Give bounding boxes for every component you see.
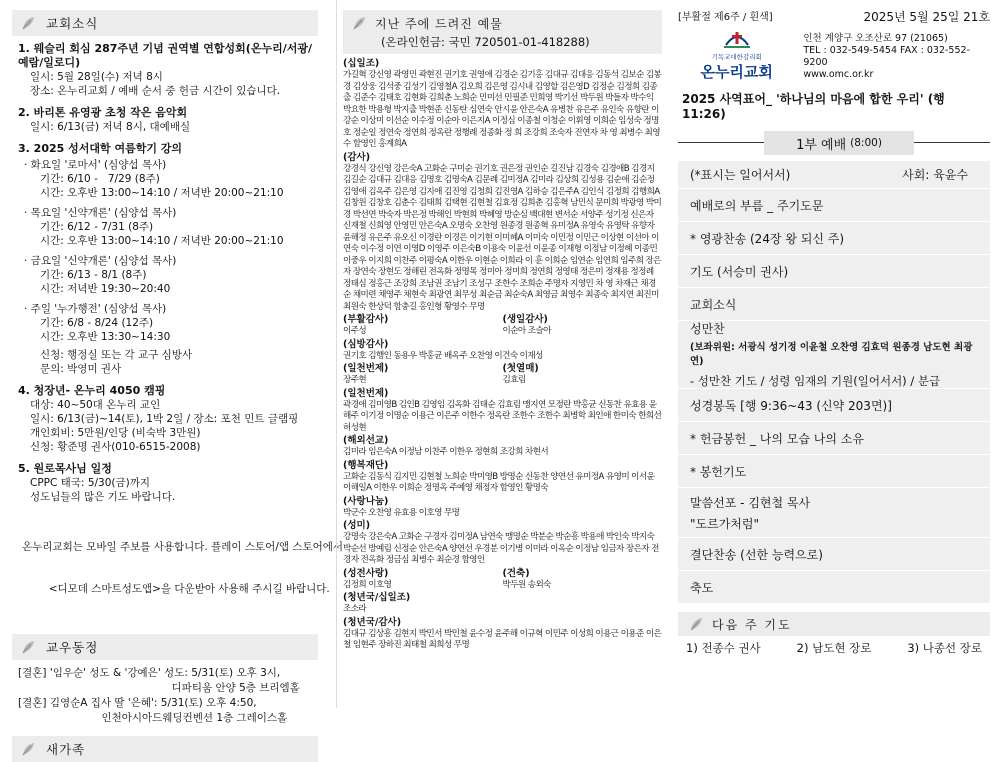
church-logo: [678, 29, 795, 82]
prayer-leader: 3) 나종선 장로: [907, 641, 982, 655]
news-item-1: [18, 42, 318, 98]
offering-names: 박군수 오찬영 유효용 이호영 무명: [343, 507, 460, 518]
offering-category: (감사): [343, 151, 371, 163]
order-item: 성경봉독 [행 9:36~43 (신약 203면)]: [678, 389, 990, 422]
order-item: * 영광찬송 (24장 왕 되신 주): [678, 222, 990, 255]
service-title-box: [764, 131, 914, 155]
church-address: [795, 29, 990, 82]
course-line: 기간: 6/8 - 8/24 (12주): [40, 317, 154, 329]
worship-order: [678, 161, 990, 604]
denomination: 기독교대한감리회: [711, 53, 762, 61]
offering-names: 강경식 강신영 강은숙A 고화순 구미순 권기호 권은정 권인순 길진남 김경숙 김경애B 김경지 김길순 김대규 김대응 김명호 김명숙A 김문례 김미정A 김미라 김상희 김성용 김순애 김순정 김영애 김옥주 김은영 김지애 김진영 김청희 김진영A 김하승 김은주A 김인식 김정희 김행희A 김창원 김창호 김춘수 김태희 김택현 김현철 김효정 김희춘 김홍혁 남민식 문미희 박광영 박미경 박선연 박숙자 박은정 박해인 박현희 박혜영 방순심 백대현 변서순 서양주 성기정 신은자 신재철 신희영 안영민 안은숙A 오명숙 오찬영 원종경 원종혁 유미정A 유영숙 유영탁 유향자 윤해정 유은주 유오신 이경란 이경은 이기현 이미혜A 이미숙 이민정 이민근 이상현 이선아 이연숙 이수정 이연 이영D 이영주 이은숙B 이용숙 이윤선 이윤종 이재형 이정남 이정혜 이종민 이중우 이지희 이찬주 이평숙A 이한우 이현순 이희라 이 훈 이희순 임연순 임연희 임주희 장은자 장연숙 장현도 정해린 전옥화 정명목 정미아 정미희 정연희 정영태 정은미 정재용 정정례 정태심 정홍근 조강희 조남권 조남기 조성구 조한수 조희순 주명자 지영민 차 영 차재근 채경순 채미련 채영주 채현숙 최광연 최무성 최순금 최순숙A 최영금 최영수 최종숙 최지연 최진미 최원숙 한상덕 함충길 홍인형 황영수 무명: [343, 163, 662, 312]
order-item: 축도: [678, 571, 990, 604]
news-item-head: 4. 청장년- 온누리 4050 캠핑: [18, 384, 166, 397]
church-logo-icon: [722, 29, 752, 49]
offerings-title: 지난 주에 드려진 예물: [375, 16, 503, 31]
order-item-title: 말씀선포 - 김현철 목사: [690, 495, 811, 510]
order-item-title: 성만찬: [690, 322, 725, 336]
news-item-line: CPPC 태국: 5/30(금)까지: [30, 477, 151, 489]
phone-fax: TEL : 032-549-5454 FAX : 032-552-9200: [803, 45, 970, 68]
order-item: 교회소식: [678, 288, 990, 321]
news-item-line: 일시: 6/13(금)~14(토), 1박 2일 / 장소: 포천 민트 글램핑: [30, 413, 299, 425]
online-offering-account: (온라인헌금: 국민 720501-01-418288): [381, 34, 590, 49]
website-link[interactable]: www.omc.or.kr: [803, 69, 874, 80]
offering-names: 박두원 송외숙: [502, 579, 551, 590]
prayer-leader: 2) 남도현 장로: [796, 641, 872, 655]
news-item-head: 3. 2025 성서대학 여름학기 강의: [18, 142, 183, 155]
news-item-4: [18, 384, 318, 454]
members-news-line: [결혼] '임우순' 성도 & '강예은' 성도: 5/31(토) 오후 3시,: [18, 667, 281, 679]
offerings-header: [343, 10, 662, 54]
news-item-line: 일시: 5월 28일(수) 저녁 8시: [30, 71, 163, 83]
course-line: 시간: 저녁반 19:30~20:40: [40, 283, 171, 295]
mobile-bulletin-notice: [12, 512, 344, 624]
news-item-2: [18, 106, 318, 134]
members-news-header: [12, 634, 318, 660]
order-item: [678, 161, 990, 189]
members-news-title: 교우동정: [46, 640, 99, 655]
order-item: 결단찬송 (선한 능력으로): [678, 538, 990, 571]
leaf-icon: [20, 741, 36, 757]
offering-names: 고화순 김동식 김지민 김현철 노희순 박미영B 방명순 신동찬 양연선 유미정A 유영미 이서윤 이해일A 이한우 이희순 정명옥 주예영 채정자 함영인 황명숙: [343, 471, 655, 493]
members-news-line: [결혼] 김영순A 집사 딸 '은혜': 5/31(토) 오후 4:50,: [18, 697, 257, 709]
offering-names: 조소라: [343, 604, 367, 614]
order-item: * 봉헌기도: [678, 455, 990, 488]
order-item: 예배로의 부름 _ 주기도문: [678, 189, 990, 222]
bulletin-header: [678, 8, 990, 25]
right-column: [672, 0, 1000, 708]
course-head: · 화요일 '로마서' (심양섭 목사): [24, 159, 167, 171]
news-item-line: 성도님들의 많은 기도 바랍니다.: [30, 491, 176, 503]
members-news-line: 디파티움 안양 5층 브리엠홀: [18, 682, 300, 694]
offering-names: 강명숙 강은숙A 고화순 구경자 김미정A 남연숙 맹명순 박분순 박순흥 박용애 박인숙 박지숙 박순선 방예림 신정순 안은숙A 양연선 우경분 이기병 이미라 이옥순 이정남 임금자 장은자 전경자 전옥화 정금심 최병수 최순경 함영인: [343, 532, 659, 565]
church-news-header: [12, 10, 318, 36]
notice-line: <디모데 스마트성도앱>을 다운받아 사용해 주시길 바랍니다.: [22, 583, 330, 595]
offering-category: (성미): [343, 520, 371, 531]
news-item-head: 2. 바리톤 유영광 초청 작은 음악회: [18, 106, 188, 119]
news-item-line: 장소: 온누리교회 / 예배 순서 중 헌금 시간이 있습니다.: [30, 85, 281, 97]
sermon-title: "도르가처럼": [690, 516, 759, 531]
course-signup: 신청: 행정실 또는 각 교구 심방사: [40, 349, 193, 361]
prayer-leader: 1) 전종수 권사: [686, 641, 761, 655]
new-family-header: [12, 736, 318, 762]
course-head: · 주일 '누가행전' (심양섭 목사): [24, 303, 167, 315]
next-prayer-list: [678, 636, 990, 656]
address-line: 인천 계양구 오조산로 97 (21065): [803, 33, 948, 44]
offering-pair: [343, 313, 662, 338]
offering-names: 가길혁 강신영 곽영민 곽현진 권기호 권영애 김경순 김기홍 김대규 김대응 김동석 김보순 김봉경 김상웅 김석중 김성기 김영철A 김오희 김은영 김시내 김영할 김은영D 김정순 김정희 김종출 김준수 김태호 김현화 김희춘 노희순 민미선 민필준 민희영 박기선 박두원 박들자 박수익 박요한 박용형 박지출 박현준 신동탄 심연숙 안시윤 안은숙A 유병찬 유은주 유인숙 유향란 이강순 이상미 이선순 이수정 이순아 이은지A 이정심 이종철 이청순 이휘영 이희순 임성숙 정명호 정순일 정연숙 정연희 정옥란 정행례 정종화 정 희 조강희 조숙자 진연자 차 영 최병수 최영수 함영인 홍계희A: [343, 70, 662, 149]
offering-category: (생일감사): [502, 314, 548, 325]
offering-names: 김정희 이호영: [343, 579, 392, 590]
course-sunday: [18, 302, 318, 344]
offering-category: (부활감사): [343, 314, 389, 325]
offering-category: (사랑나눔): [343, 495, 389, 507]
offering-category: (행복재단): [343, 459, 389, 471]
offering-category: (청년국/십일조): [343, 592, 411, 603]
next-prayer-title: 다음 주 기도: [712, 617, 792, 632]
order-item: * 헌금봉헌 _ 나의 모습 나의 소유: [678, 422, 990, 455]
offering-names: 김대규 김상흥 김현지 박민서 박민철 윤수정 윤주해 이규혁 이민주 이성희 이용근 이용준 이은철 임현주 장하진 최태철 최희성 무명: [343, 628, 662, 650]
news-item-5: [18, 462, 318, 504]
new-family-title: 새가족: [46, 742, 86, 757]
news-item-line: 일시: 6/13(금) 저녁 8시, 대예배실: [30, 121, 191, 133]
members-news-line: 인천아시아드웨딩컨벤션 1층 그레이스홀: [18, 712, 288, 724]
offering-names: 곽경애 김미영B 김인B 김영임 김옥화 김태순 김효림 맹지연 모정란 박홍균 신동찬 유효용 윤해주 이기정 이명순 이용근 이은주 이한수 정옥란 조한수 조한수 최병학 최인애 한미숙 한희선 허성현: [343, 399, 662, 433]
course-line: 시간: 오후반 13:00~14:10 / 저녁반 20:00~21:10: [40, 187, 284, 199]
members-news-list: [12, 666, 318, 726]
course-line: 기간: 6/12 - 7/31 (8주): [40, 221, 154, 233]
course-tuesday: [18, 158, 318, 200]
offering-category: (심방감사): [343, 338, 389, 350]
communion-detail: - 성만찬 기도 / 성령 임재의 기원(일어서서) / 분급: [690, 374, 941, 388]
left-column: [0, 0, 344, 757]
order-note: (*표시는 일어서서): [690, 168, 791, 182]
leaf-icon: [20, 15, 36, 31]
offering-category: (일천번제): [343, 363, 389, 374]
leaf-icon: [688, 616, 704, 632]
offering-names: 김미라 임은숙A 이정남 이찬주 이한우 정현희 조강희 차현서: [343, 447, 549, 457]
middle-column: [336, 0, 668, 708]
course-head: · 목요일 '신약개론' (심양섭 목사): [24, 207, 177, 219]
course-head: · 금요일 '신약개론' (심양섭 목사): [24, 255, 177, 267]
offering-category: (건축): [502, 567, 530, 579]
course-line: 기간: 6/13 - 8/1 (8주): [40, 269, 147, 281]
course-contact: 문의: 박영미 권사: [40, 363, 122, 375]
leaf-icon: [20, 639, 36, 655]
service-time: (8:00): [850, 137, 882, 149]
offering-names: 김효림: [502, 375, 526, 385]
offering-category: (첫열매): [502, 363, 539, 374]
leaf-icon: [351, 15, 367, 31]
liturgical-tag: [부활절 제6주 / 흰색]: [678, 12, 773, 23]
news-item-head: 1. 웨슬리 회심 287주년 기념 권역별 연합성회(온누리/서광/예람/일로디): [18, 42, 312, 69]
ministry-motto: 2025 사역표어_ '하나님의 마음에 합한 우리' (행 11:26): [682, 92, 945, 121]
church-name: 온누리교회: [700, 63, 773, 81]
offering-names: 권기호 김행인 동용우 박홍균 배옥주 오찬영 이건숙 이재성: [343, 350, 543, 361]
course-line: 기간: 6/10 - 7/29 (8주): [40, 173, 160, 185]
service-title: 1부 예배: [796, 137, 847, 153]
offering-names: 장주현: [343, 375, 367, 385]
church-news-title: 교회소식: [46, 16, 99, 31]
offering-pair: [343, 362, 662, 387]
order-item-sermon: [678, 488, 990, 538]
next-prayer-header: [678, 612, 990, 636]
news-item-head: 5. 원로목사님 일정: [18, 462, 112, 475]
offering-category: (해외선교): [343, 435, 389, 446]
offering-names: 이순아 조슬아: [502, 326, 551, 336]
offering-pair: [343, 567, 662, 592]
offering-category: (성전사랑): [343, 567, 389, 579]
order-item-communion: [678, 321, 990, 389]
order-item: 기도 (서승미 권사): [678, 255, 990, 288]
course-line: 시간: 오후반 13:00~14:10 / 저녁반 20:00~21:10: [40, 235, 284, 247]
notice-line: 온누리교회는 모바일 주보를 사용합니다. 플레이 스토어/앱 스토어에서: [22, 541, 344, 553]
course-line: 시간: 오후반 13:30~14:30: [40, 331, 171, 343]
offering-category: (십일조): [343, 58, 380, 69]
course-friday: [18, 254, 318, 296]
offering-category: (일천번제): [343, 387, 389, 399]
service-title-bar: [678, 131, 990, 155]
presider: 사회: 육윤수: [902, 168, 968, 182]
news-item-3: [18, 142, 318, 376]
news-item-line: 개인회비: 5만원/인당 (비숙박 3만원): [30, 427, 201, 439]
offering-category: (청년국/감사): [343, 616, 402, 628]
bulletin-date: 2025년 5월 25일 21호: [863, 10, 990, 24]
offering-names: 이주성: [343, 326, 367, 336]
news-item-line: 대상: 40~50대 온누리 교인: [30, 399, 161, 411]
news-item-line: 신청: 황준명 권사(010-6515-2008): [30, 441, 201, 453]
communion-assistants: (보좌위원: 서광식 성기정 이윤철 오찬영 김효덕 원종경 남도현 최광연): [690, 342, 973, 367]
course-thursday: [18, 206, 318, 248]
church-info: [678, 29, 990, 82]
